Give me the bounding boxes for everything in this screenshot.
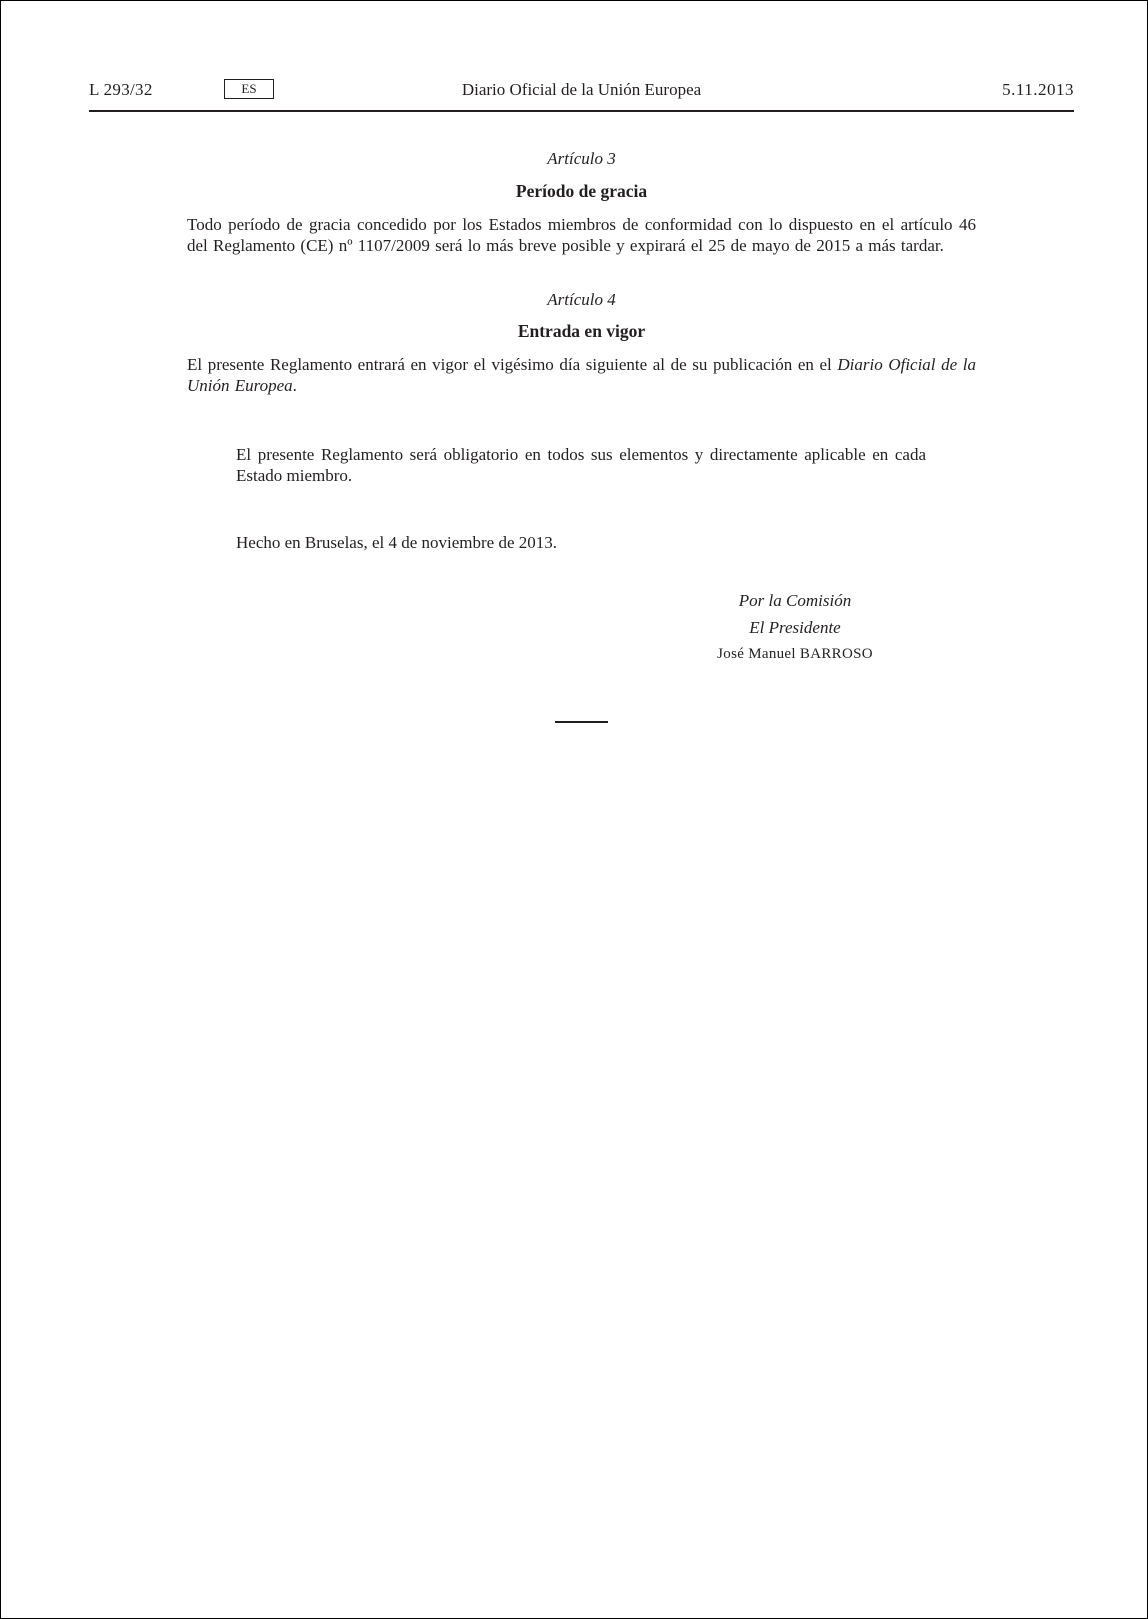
journal-reference-italic: Diario Oficial de la Unión Europea — [187, 355, 976, 395]
article-3-body: Todo período de gracia concedido por los Estados miembros de conformidad con lo dispuesto en el artículo 46 del Reglamento (CE) nº 1107/2009 será lo más breve posible y expirará el 25 de mayo de 2015 a más tardar. — [187, 215, 976, 255]
publication-date: 5.11.2013 — [1002, 80, 1074, 99]
signature-role: El Presidente — [749, 618, 841, 637]
header-rule — [89, 110, 1074, 112]
end-rule — [555, 721, 608, 723]
article-4-number: Artículo 4 — [547, 290, 616, 309]
language-badge: ES — [224, 79, 274, 99]
binding-clause: El presente Reglamento será obligatorio en todos sus elementos y directamente aplicable en cada Estado miembro. — [236, 445, 926, 485]
article-4-body-text: El presente Reglamento entrará en vigor el vigésimo día siguiente al de su publicación en el — [187, 355, 838, 374]
done-at: Hecho en Bruselas, el 4 de noviembre de 2013. — [236, 533, 558, 552]
journal-reference: L 293/32 — [89, 80, 153, 99]
article-4-body — [187, 354, 976, 396]
article-4-body-end: . — [292, 376, 297, 395]
signature-name: José Manuel BARROSO — [717, 646, 873, 662]
signature-for: Por la Comisión — [738, 591, 852, 610]
article-4-title: Entrada en vigor — [517, 321, 646, 341]
article-3-title: Período de gracia — [515, 181, 648, 201]
journal-title: Diario Oficial de la Unión Europea — [461, 80, 702, 99]
page-header — [89, 78, 1074, 102]
article-3-number: Artículo 3 — [547, 149, 616, 168]
